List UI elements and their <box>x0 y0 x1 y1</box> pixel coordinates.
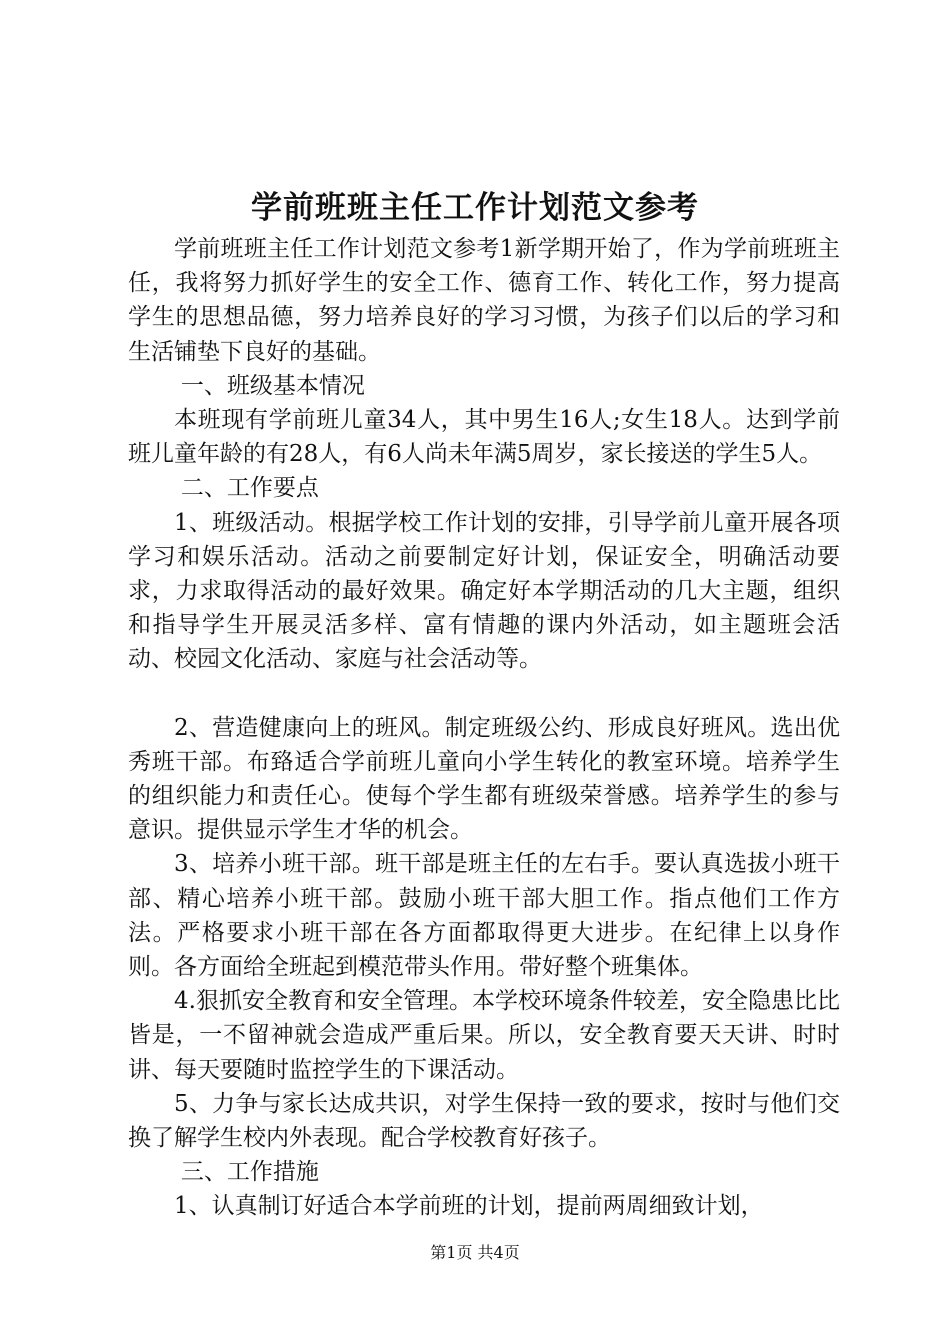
work-point-5-paragraph: 5、力争与家长达成共识，对学生保持一致的要求，按时与他们交换了解学生校内外表现。配合学校教育好孩子。 <box>128 1090 840 1152</box>
work-point-3-paragraph: 3、培养小班干部。班干部是班主任的左右手。要认真选拔小班干部、精心培养小班干部。鼓励小班干部大胆工作。指点他们工作方法。严格要求小班干部在各方面都取得更大进步。在纪律上以身作则。各方面给全班起到模范带头作用。带好整个班集体。 <box>128 851 840 981</box>
work-point-2-paragraph: 2、营造健康向上的班风。制定班级公约、形成良好班风。选出优秀班干部。布臵适合学前班儿童向小学生转化的教室环境。培养学生的组织能力和责任心。使每个学生都有班级荣誉感。培养学生的参与意识。提供显示学生才华的机会。 <box>128 714 840 844</box>
measure-1-paragraph: 1、认真制订好适合本学前班的计划，提前两周细致计划， <box>174 1193 764 1220</box>
work-point-4-paragraph: 4.狠抓安全教育和安全管理。本学校环境条件较差，安全隐患比比皆是，一不留神就会造成严重后果。所以，安全教育要天天讲、时时讲、每天要随时监控学生的下课活动。 <box>128 988 840 1083</box>
section-heading-work-points: 二、工作要点 <box>180 475 319 502</box>
basic-info-paragraph: 本班现有学前班儿童34人，其中男生16人;女生18人。达到学前班儿童年龄的有28人，有6人尚未年满5周岁，家长接送的学生5人。 <box>128 407 840 468</box>
page-number-footer: 第1页 共4页 <box>430 1243 520 1262</box>
work-point-1-paragraph: 1、班级活动。根据学校工作计划的安排，引导学前儿童开展各项学习和娱乐活动。活动之前要制定好计划，保证安全，明确活动要求，力求取得活动的最好效果。确定好本学期活动的几大主题，组织和指导学生开展灵活多样、富有情趣的课内外活动，如主题班会活动、校园文化活动、家庭与社会活动等。 <box>128 509 840 673</box>
section-heading-basic-info: 一、班级基本情况 <box>180 372 365 399</box>
intro-paragraph: 学前班班主任工作计划范文参考1新学期开始了，作为学前班班主任，我将努力抓好学生的安全工作、德育工作、转化工作，努力提高学生的思想品德，努力培养良好的学习习惯，为孩子们以后的学习和生活铺垫下良好的基础。 <box>128 236 840 365</box>
section-heading-measures: 三、工作措施 <box>180 1159 319 1186</box>
document-body <box>128 232 840 1224</box>
document-title: 学前班班主任工作计划范文参考 <box>251 190 699 226</box>
